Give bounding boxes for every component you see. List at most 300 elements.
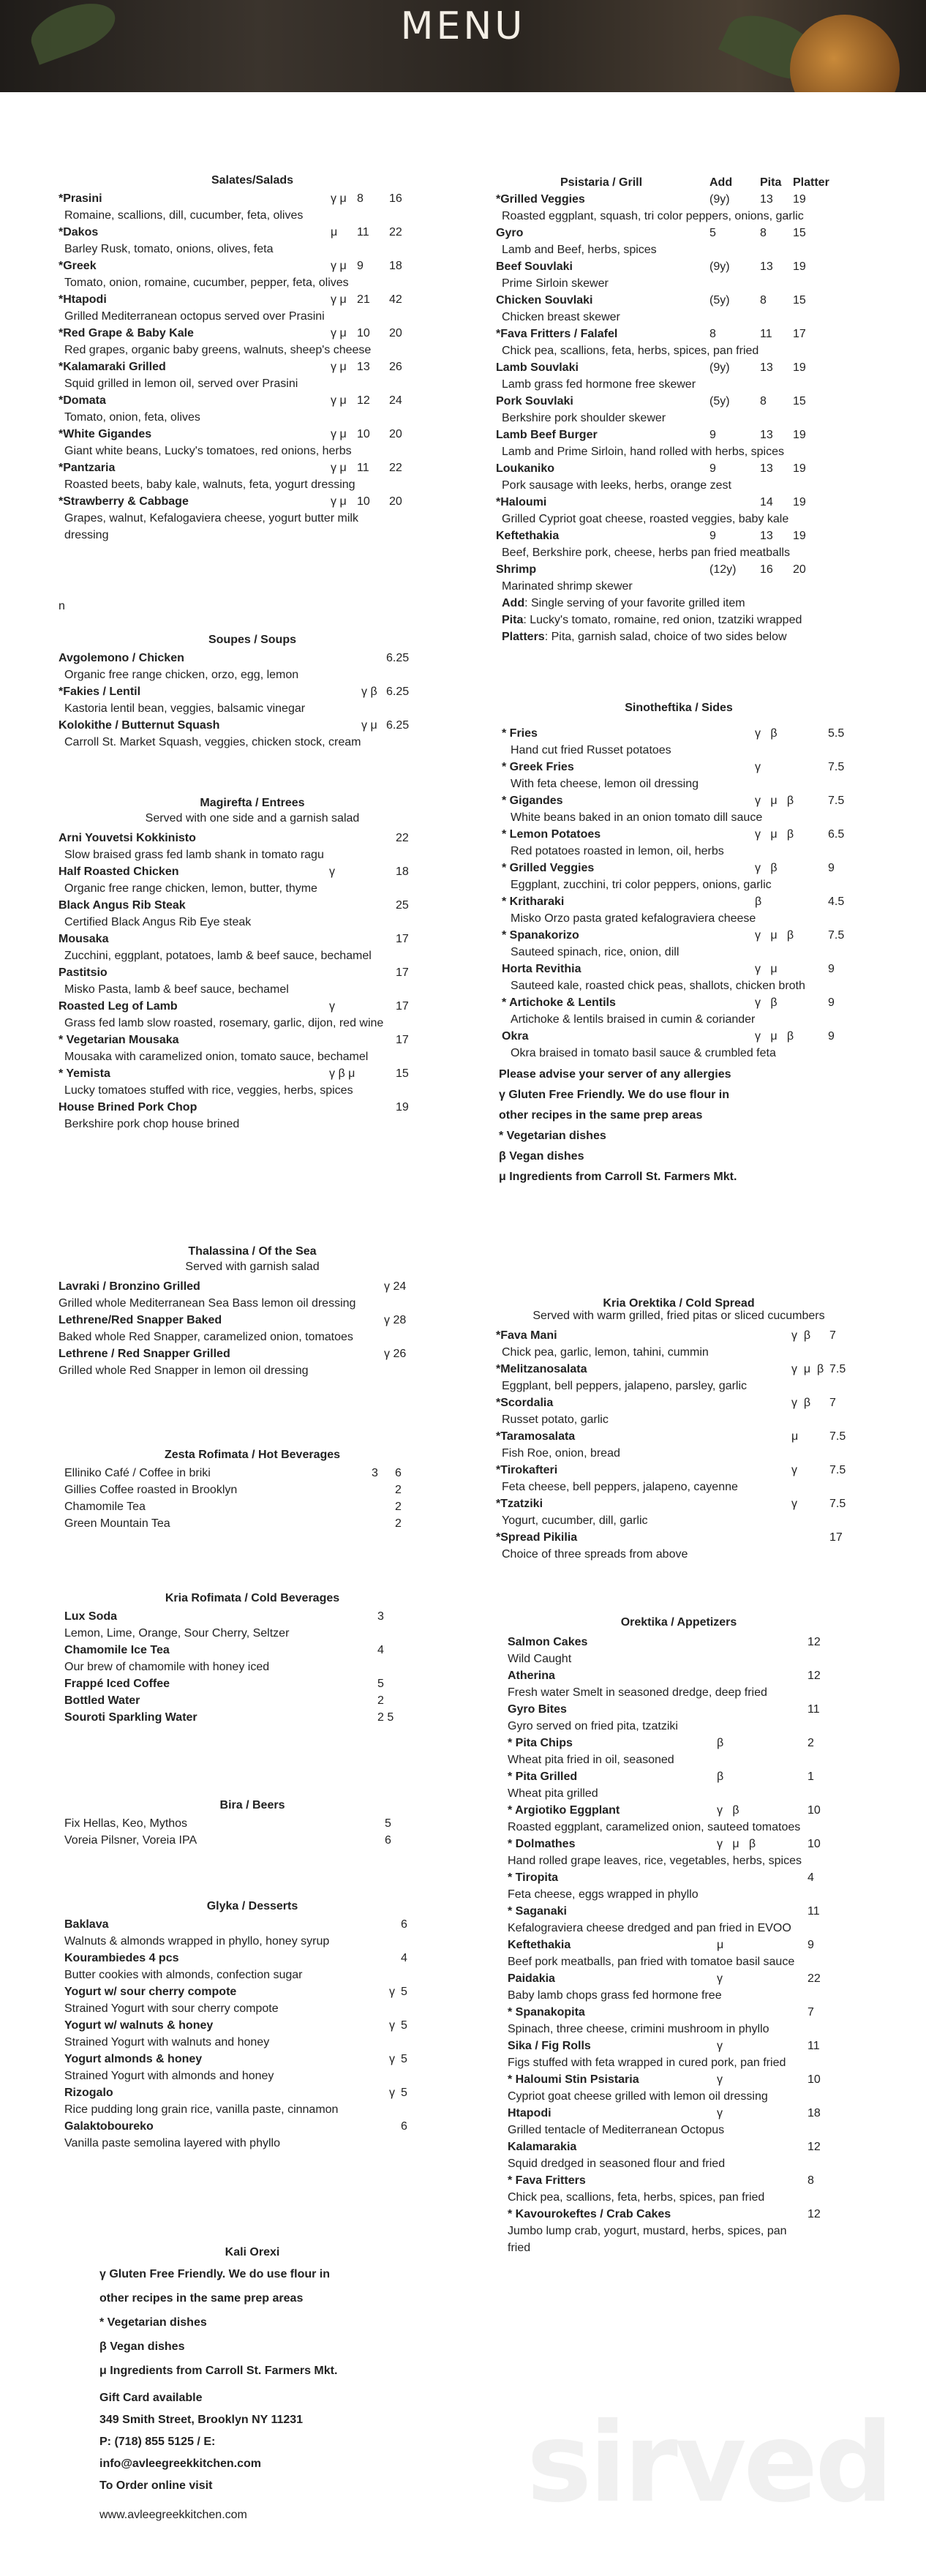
item-name: Kolokithe / Butternut Squash: [59, 719, 220, 732]
diet-markers: γ μ β: [755, 828, 794, 841]
item-name: Keftethakia: [508, 1939, 571, 1951]
item-pita-price: 8: [760, 294, 767, 307]
diet-markers: γ: [389, 2019, 395, 2032]
item-platter-price: 20: [793, 563, 806, 576]
diet-markers: γ μ: [361, 719, 377, 732]
diet-markers: γ: [717, 2040, 723, 2052]
item-description: With feta cheese, lemon oil dressing: [511, 778, 699, 790]
item-name: Yogurt w/ sour cherry compote: [64, 1986, 237, 1998]
diet-markers: γ μ: [331, 361, 347, 373]
item-price: 10: [357, 495, 370, 508]
diet-markers: γ β: [755, 996, 778, 1009]
menu-item-row: [496, 826, 862, 843]
stray-mark: n: [59, 600, 65, 612]
item-name: *Htapodi: [59, 293, 107, 306]
item-description: Squid grilled in lemon oil, served over Prasini: [64, 378, 298, 390]
item-price: 9: [828, 1030, 835, 1043]
item-price: 11: [808, 2040, 820, 2052]
item-pita-price: 13: [760, 260, 773, 273]
cold-spread-section: [496, 1297, 862, 1563]
item-price: 12: [808, 1636, 821, 1648]
item-price: 1: [808, 1770, 814, 1783]
item-name: Paidakia: [508, 1972, 555, 1985]
item-price: 11: [808, 1905, 820, 1918]
section-title: Kria Rofimata / Cold Beverages: [165, 1592, 340, 1604]
item-description: Kastoria lentil bean, veggies, balsamic vinegar: [64, 702, 306, 715]
item-price: 5: [377, 1678, 384, 1690]
grill-section: [496, 174, 862, 645]
item-platter-price: 19: [793, 260, 806, 273]
item-description: Tomato, onion, romaine, cucumber, pepper, feta, olives: [64, 277, 349, 289]
item-price: 5: [385, 1817, 391, 1830]
item-price-large: 26: [389, 361, 402, 373]
menu-item-row: [59, 964, 446, 981]
menu-item-row: [496, 1634, 862, 1651]
item-name: Pork Souvlaki: [496, 395, 573, 408]
item-description: Lamb and Prime Sirloin, hand rolled with herbs, spices: [502, 446, 784, 458]
item-name: *Tirokafteri: [496, 1464, 558, 1476]
col-pita-header: Pita: [760, 176, 782, 189]
item-description: Marinated shrimp skewer: [502, 580, 633, 593]
legend-note: * Vegetarian dishes: [99, 2316, 207, 2329]
menu-item-row: [496, 961, 862, 977]
item-price: 11: [808, 1703, 820, 1716]
item-description: Strained Yogurt with almonds and honey: [64, 2070, 274, 2082]
diet-markers: γ β: [755, 727, 778, 740]
item-price-large: 20: [389, 495, 402, 508]
item-name: * Tiropita: [508, 1871, 559, 1884]
item-description: Berkshire pork chop house brined: [64, 1118, 240, 1130]
menu-item-row: [496, 2038, 862, 2054]
menu-item-row: [59, 1345, 446, 1362]
item-pita-price: 14: [760, 496, 773, 508]
item-pita-price: 11: [760, 328, 772, 340]
menu-item-row: [59, 998, 446, 1015]
menu-item-row: [59, 1312, 446, 1329]
item-price: 17: [396, 1034, 409, 1046]
item-price: 5: [401, 1986, 407, 1998]
item-name: *White Gigandes: [59, 428, 152, 440]
item-name: Lavraki / Bronzino Grilled: [59, 1280, 200, 1293]
item-name: Arni Youvetsi Kokkinisto: [59, 832, 196, 844]
item-price: 25: [396, 899, 409, 912]
item-name: Lethrene/Red Snapper Baked: [59, 1314, 222, 1326]
contact-line: info@avleegreekkitchen.com: [99, 2457, 262, 2470]
contact-line: 349 Smith Street, Brooklyn NY 11231: [99, 2414, 304, 2426]
legend-note: β Vegan dishes: [99, 2340, 185, 2353]
item-name: *Spread Pikilia: [496, 1531, 578, 1544]
item-description: Jumbo lump crab, yogurt, mustard, herbs, spices, pan: [508, 2225, 787, 2237]
item-description: Grass fed lamb slow roasted, rosemary, garlic, dijon, red wine: [64, 1017, 384, 1029]
menu-item-row: [496, 725, 862, 742]
item-price-large: 20: [389, 428, 402, 440]
item-description: Our brew of chamomile with honey iced: [64, 1661, 270, 1673]
item-description: Hand rolled grape leaves, rice, vegetables, herbs, spices: [508, 1855, 802, 1867]
item-add-price: (12y): [709, 563, 737, 576]
item-description: Grilled whole Red Snapper in lemon oil dressing: [59, 1364, 309, 1377]
diet-markers: γ: [791, 1464, 797, 1476]
item-pita-price: 8: [760, 395, 767, 408]
diet-markers: γ μ: [331, 192, 347, 205]
item-name: * Artichoke & Lentils: [502, 996, 616, 1009]
menu-item-row: [496, 759, 862, 776]
item-name: *Fakies / Lentil: [59, 686, 141, 698]
item-add-price: (5y): [709, 294, 730, 307]
diet-markers: γ μ: [331, 462, 347, 474]
item-pita-price: 16: [760, 563, 773, 576]
item-description: Okra braised in tomato basil sauce & crumbled feta: [511, 1047, 776, 1059]
diet-markers: γ β: [361, 686, 377, 698]
menu-item-row: [59, 830, 446, 846]
grill-footnote: [496, 628, 862, 645]
menu-item-row: [496, 1937, 862, 1953]
menu-item-row: [496, 494, 862, 511]
contact-line: P: (718) 855 5125 / E:: [99, 2436, 216, 2448]
menu-item-row: [496, 2071, 862, 2088]
item-description: Chick pea, garlic, lemon, tahini, cummin: [502, 1346, 709, 1359]
footnote-label: Platters: [502, 631, 545, 643]
appetizers-section: [496, 1616, 862, 2256]
item-name: *Tzatziki: [496, 1498, 543, 1510]
section-title: Salates/Salads: [211, 174, 294, 187]
contact-line: To Order online visit: [99, 2479, 213, 2492]
item-name: Roasted Leg of Lamb: [59, 1000, 178, 1013]
item-name: *Greek: [59, 260, 97, 272]
item-add-price: (9y): [709, 193, 730, 206]
menu-item-row: [59, 1709, 446, 1726]
item-price: 18: [808, 2107, 821, 2119]
item-price: 6: [385, 1834, 391, 1847]
item-price: 6: [401, 2120, 407, 2133]
menu-item-row: [59, 1950, 446, 1967]
item-description: Lamb grass fed hormone free skewer: [502, 378, 696, 391]
item-add-price: (9y): [709, 260, 730, 273]
item-description: Chicken breast skewer: [502, 311, 620, 323]
diet-markers: γ μ: [331, 394, 347, 407]
menu-item-row: [496, 1768, 862, 1785]
item-price: 12: [808, 1670, 821, 1682]
website-link[interactable]: www.avleegreekkitchen.com: [99, 2509, 247, 2521]
item-price: 13: [357, 361, 370, 373]
diet-markers: γ: [791, 1498, 797, 1510]
seafood-section: [59, 1245, 446, 1379]
item-price: 12: [808, 2141, 821, 2153]
menu-item-row: [496, 1701, 862, 1718]
item-name: Elliniko Café / Coffee in briki: [64, 1467, 211, 1479]
item-price: 10: [808, 1838, 821, 1850]
item-price: 6.5: [828, 828, 845, 841]
item-description: Walnuts & almonds wrapped in phyllo, honey syrup: [64, 1935, 330, 1948]
menu-item-row: [59, 1916, 446, 1933]
item-name: *Fava Fritters / Falafel: [496, 328, 618, 340]
menu-item-row: [59, 650, 446, 666]
item-price: 3: [377, 1610, 384, 1623]
item-pita-price: 13: [760, 530, 773, 542]
item-description: Artichoke & lentils braised in cumin & coriander: [511, 1013, 756, 1026]
menu-item-row: [59, 1278, 446, 1295]
item-name: Lethrene / Red Snapper Grilled: [59, 1348, 230, 1360]
item-name: * Dolmathes: [508, 1838, 576, 1850]
item-name: Half Roasted Chicken: [59, 865, 179, 878]
menu-item-row: [496, 191, 862, 208]
item-description: Choice of three spreads from above: [502, 1548, 688, 1561]
diet-markers: γ μ β: [755, 1030, 794, 1043]
menu-item-row: [59, 1983, 446, 2000]
menu-item-row: [496, 860, 862, 876]
item-description: Rice pudding long grain rice, vanilla paste, cinnamon: [64, 2103, 339, 2116]
section-subtitle: Served with warm grilled, fried pitas or sliced cucumbers: [532, 1310, 825, 1322]
item-price: 6: [401, 1918, 407, 1931]
item-name: Beef Souvlaki: [496, 260, 573, 273]
item-price: 10: [357, 428, 370, 440]
item-name: *Prasini: [59, 192, 102, 205]
item-description: Grapes, walnut, Kefalogaviera cheese, yogurt butter milk: [64, 512, 358, 525]
col-add-header: Add: [709, 176, 733, 189]
item-platter-price: 19: [793, 429, 806, 441]
item-name: House Brined Pork Chop: [59, 1101, 197, 1114]
legend-note: Please advise your server of any allergies: [499, 1068, 731, 1081]
item-name: Salmon Cakes: [508, 1636, 588, 1648]
item-price: 17: [396, 966, 409, 979]
item-price: 2: [395, 1501, 402, 1513]
diet-markers: β: [755, 895, 762, 908]
item-description: Grilled Cypriot goat cheese, roasted veggies, baby kale: [502, 513, 789, 525]
item-price: 7.5: [829, 1464, 846, 1476]
menu-item-row: [496, 2138, 862, 2155]
item-add-price: 5: [709, 227, 716, 239]
item-price: 5: [401, 2053, 407, 2065]
item-description: Cypriot goat cheese grilled with lemon oil dressing: [508, 2090, 768, 2103]
item-price: 5.5: [828, 727, 845, 740]
item-name: Chamomile Ice Tea: [64, 1644, 170, 1656]
menu-item-row: [59, 1099, 446, 1116]
item-price: 7.5: [829, 1363, 846, 1375]
item-name: Voreia Pilsner, Voreia IPA: [64, 1834, 197, 1847]
item-price: 10: [808, 2073, 821, 2086]
item-description: Spinach, three cheese, crimini mushroom in phyllo: [508, 2023, 769, 2035]
item-name: * Fava Fritters: [508, 2174, 586, 2187]
item-description: Pork sausage with leeks, herbs, orange zest: [502, 479, 731, 492]
item-name: *Kalamaraki Grilled: [59, 361, 166, 373]
diet-markers: γ: [389, 2053, 395, 2065]
item-name: Gillies Coffee roasted in Brooklyn: [64, 1484, 238, 1496]
item-description: Grilled Mediterranean octopus served over Prasini: [64, 310, 325, 323]
item-description: Mousaka with caramelized onion, tomato sauce, bechamel: [64, 1051, 369, 1063]
menu-item-row: [59, 426, 446, 443]
footnote-text: : Single serving of your favorite grilled item: [524, 597, 745, 609]
item-platter-price: 19: [793, 530, 806, 542]
item-price: 4: [401, 1952, 407, 1964]
item-name: Keftethakia: [496, 530, 560, 542]
item-price: 6.25: [386, 719, 410, 732]
item-price: 17: [396, 933, 409, 945]
legend-note: μ Ingredients from Carroll St. Farmers Mkt.: [99, 2365, 338, 2377]
col-platter-header: Platter: [793, 176, 829, 189]
item-description: Romaine, scallions, dill, cucumber, feta, olives: [64, 209, 304, 222]
item-description: Tomato, onion, feta, olives: [64, 411, 200, 424]
item-name: Gyro Bites: [508, 1703, 567, 1716]
item-name: *Red Grape & Baby Kale: [59, 327, 194, 339]
item-name: Rizogalo: [64, 2087, 113, 2099]
item-name: Sika / Fig Rolls: [508, 2040, 591, 2052]
item-description: fried: [508, 2242, 531, 2254]
menu-item-row: [59, 1032, 446, 1048]
menu-item-row: [496, 1428, 862, 1445]
sides-section: [496, 702, 862, 1187]
item-name: *Fava Mani: [496, 1329, 557, 1342]
menu-item-row: [496, 258, 862, 275]
diet-markers: γ μ β: [717, 1838, 756, 1850]
item-description: Grilled whole Mediterranean Sea Bass lemon oil dressing: [59, 1297, 356, 1310]
item-name: * Kavourokeftes / Crab Cakes: [508, 2208, 671, 2220]
item-price-small: 3: [372, 1467, 378, 1479]
section-title: Kria Orektika / Cold Spread: [603, 1297, 755, 1310]
menu-item-row: [496, 326, 862, 342]
item-price: 4: [808, 1871, 814, 1884]
item-name: * Greek Fries: [502, 761, 574, 773]
item-name: *Grilled Veggies: [496, 193, 585, 206]
item-price: 9: [828, 862, 835, 874]
menu-item-row: [59, 1482, 446, 1498]
item-name: *Domata: [59, 394, 106, 407]
item-price: 6.25: [386, 652, 410, 664]
item-price: 2: [808, 1737, 814, 1749]
item-add-price: 8: [709, 328, 716, 340]
menu-item-row: [59, 717, 446, 734]
item-price: γ 26: [384, 1348, 407, 1360]
item-platter-price: 19: [793, 361, 806, 374]
item-price: 9: [828, 996, 835, 1009]
menu-item-row: [59, 459, 446, 476]
menu-item-row: [496, 460, 862, 477]
menu-item-row: [496, 1903, 862, 1920]
item-description: Organic free range chicken, orzo, egg, lemon: [64, 669, 299, 681]
menu-item-row: [496, 2206, 862, 2223]
menu-item-row: [59, 1832, 446, 1849]
item-name: Yogurt almonds & honey: [64, 2053, 203, 2065]
item-description: Butter cookies with almonds, confection sugar: [64, 1969, 303, 1981]
beers-section: [59, 1799, 446, 1849]
item-description: Strained Yogurt with walnuts and honey: [64, 2036, 270, 2049]
item-description: Chick pea, scallions, feta, herbs, spices, pan fried: [502, 345, 759, 357]
menu-item-row: [59, 190, 446, 207]
diet-markers: γ μ: [331, 428, 347, 440]
item-description: Wild Caught: [508, 1653, 572, 1665]
item-price: 7: [808, 2006, 814, 2019]
menu-item-row: [496, 1394, 862, 1411]
menu-item-row: [496, 1495, 862, 1512]
item-name: Fix Hellas, Keo, Mythos: [64, 1817, 188, 1830]
item-description: Kefalograviera cheese dredged and pan fried in EVOO: [508, 1922, 791, 1934]
legend-note: other recipes in the same prep areas: [499, 1109, 703, 1122]
menu-item-row: [59, 1065, 446, 1082]
item-name: Baklava: [64, 1918, 109, 1931]
menu-item-row: [59, 392, 446, 409]
item-price: 10: [357, 327, 370, 339]
item-name: * Pita Grilled: [508, 1770, 578, 1783]
item-name: * Haloumi Stin Psistaria: [508, 2073, 639, 2086]
menu-item-row: [496, 1529, 862, 1546]
item-description: Sauteed kale, roasted chick peas, shallots, chicken broth: [511, 980, 805, 992]
item-price: 15: [396, 1067, 409, 1080]
item-description: Carroll St. Market Squash, veggies, chicken stock, cream: [64, 736, 361, 748]
menu-item-row: [59, 2017, 446, 2034]
diet-markers: γ β: [791, 1397, 811, 1409]
menu-item-row: [496, 1327, 862, 1344]
item-price: 22: [808, 1972, 821, 1985]
diet-markers: μ: [331, 226, 338, 239]
diet-markers: γ β: [717, 1804, 739, 1817]
menu-item-row: [496, 893, 862, 910]
item-name: Pastitsio: [59, 966, 108, 979]
item-price: 8: [357, 192, 364, 205]
item-description: Giant white beans, Lucky's tomatoes, red onions, herbs: [64, 445, 352, 457]
item-name: * Vegetarian Mousaka: [59, 1034, 179, 1046]
section-title: Kali Orexi: [225, 2246, 280, 2258]
item-platter-price: 19: [793, 193, 806, 206]
item-name: Lamb Souvlaki: [496, 361, 579, 374]
section-subtitle: Served with one side and a garnish salad: [145, 812, 360, 825]
item-name: * Yemista: [59, 1067, 110, 1080]
item-description: Hand cut fried Russet potatoes: [511, 744, 671, 756]
section-title: Bira / Beers: [219, 1799, 285, 1811]
item-description: Gyro served on fried pita, tzatziki: [508, 1720, 678, 1732]
diet-markers: γ: [389, 2087, 395, 2099]
diet-markers: γ: [329, 1000, 335, 1013]
item-price: 9: [808, 1939, 814, 1951]
item-name: Kalamarakia: [508, 2141, 577, 2153]
item-name: Horta Revithia: [502, 963, 581, 975]
menu-item-row: [496, 1836, 862, 1852]
item-price: 21: [357, 293, 370, 306]
item-description: Grilled tentacle of Mediterranean Octopus: [508, 2124, 725, 2136]
item-description: Beef pork meatballs, pan fried with tomatoe basil sauce: [508, 1956, 795, 1968]
item-price: 7.5: [829, 1430, 846, 1443]
legend-note: * Vegetarian dishes: [499, 1130, 606, 1142]
item-description: Strained Yogurt with sour cherry compote: [64, 2002, 279, 2015]
diet-markers: γ μ β: [791, 1363, 824, 1375]
item-name: *Scordalia: [496, 1397, 554, 1409]
item-price: 4.5: [828, 895, 845, 908]
item-name: * Pita Chips: [508, 1737, 573, 1749]
item-description: Berkshire pork shoulder skewer: [502, 412, 666, 424]
section-title: Sinotheftika / Sides: [625, 702, 733, 714]
diet-markers: γ μ β: [755, 929, 794, 942]
item-add-price: (9y): [709, 361, 730, 374]
item-pita-price: 13: [760, 429, 773, 441]
item-price: 6.25: [386, 686, 410, 698]
item-name: Avgolemono / Chicken: [59, 652, 184, 664]
menu-item-row: [59, 1642, 446, 1659]
item-add-price: 9: [709, 530, 716, 542]
section-title: Zesta Rofimata / Hot Beverages: [164, 1449, 341, 1461]
menu-item-row: [496, 792, 862, 809]
menu-item-row: [496, 2004, 862, 2021]
diet-markers: β: [717, 1770, 724, 1783]
footnote-text: : Lucky's tomato, romaine, red onion, tzatziki wrapped: [523, 614, 802, 626]
grill-footnote: [496, 595, 862, 612]
item-name: * Saganaki: [508, 1905, 567, 1918]
item-price: 17: [396, 1000, 409, 1013]
diet-markers: γ μ: [331, 260, 347, 272]
item-description: Feta cheese, eggs wrapped in phyllo: [508, 1888, 699, 1901]
section-title: Orektika / Appetizers: [620, 1616, 737, 1629]
diet-markers: γ: [755, 761, 761, 773]
menu-item-row: [59, 325, 446, 342]
diet-markers: γ μ: [331, 293, 347, 306]
item-name: Chicken Souvlaki: [496, 294, 593, 307]
item-description: Wheat pita fried in oil, seasoned: [508, 1754, 674, 1766]
